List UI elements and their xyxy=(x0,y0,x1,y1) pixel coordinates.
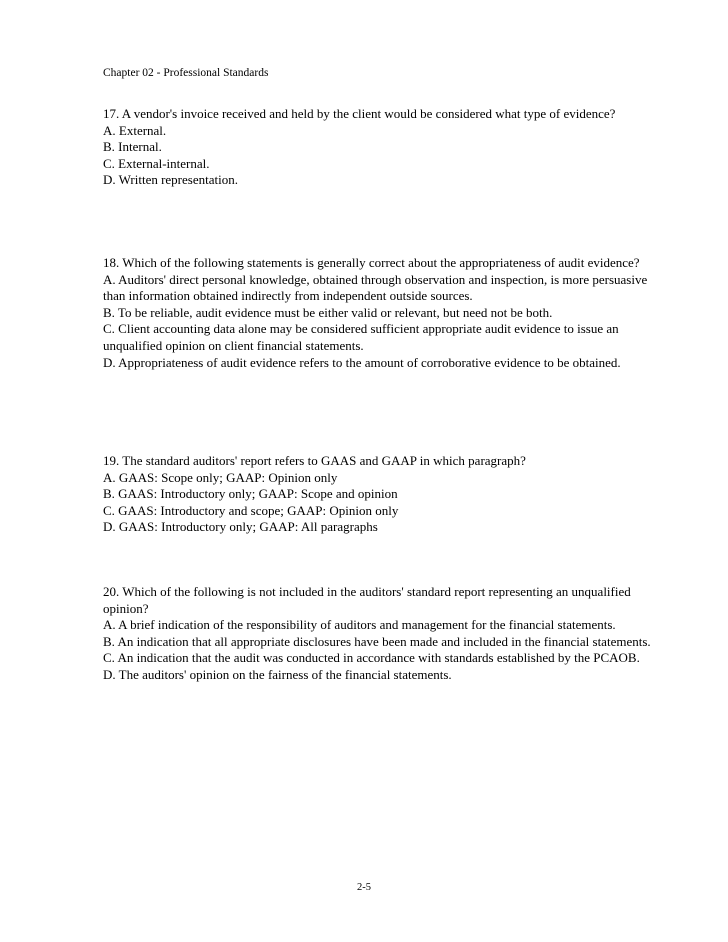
page-number: 2-5 xyxy=(357,882,371,893)
answer-option-d: D. Written representation. xyxy=(103,172,238,188)
answer-option-a: A. GAAS: Scope only; GAAP: Opinion only xyxy=(103,469,338,485)
question-stem: 20. Which of the following is not included in the auditors' standard report representing an unqualified opinion? xyxy=(103,584,631,616)
answer-option-b: B. To be reliable, audit evidence must be either valid or relevant, but need not be both. xyxy=(103,304,553,320)
answer-option-d: D. The auditors' opinion on the fairness of the financial statements. xyxy=(103,666,452,682)
answer-option-d: D. GAAS: Introductory only; GAAP: All paragraphs xyxy=(103,519,378,535)
answer-option-b: B. GAAS: Introductory only; GAAP: Scope and opinion xyxy=(103,486,398,502)
answer-option-b: B. An indication that all appropriate disclosures have been made and included in the financial statements. xyxy=(103,633,651,649)
question-stem: 18. Which of the following statements is generally correct about the appropriateness of audit evidence? xyxy=(103,255,640,270)
question-18 xyxy=(103,255,663,371)
answer-option-c: C. External-internal. xyxy=(103,155,210,171)
question-stem: 19. The standard auditors' report refers to GAAS and GAAP in which paragraph? xyxy=(103,453,526,468)
question-17 xyxy=(103,106,663,189)
answer-option-a: A. Auditors' direct personal knowledge, obtained through observation and inspection, is more persuasive than information obtained indirectly from independent outside sources. xyxy=(103,271,648,304)
answer-option-d: D. Appropriateness of audit evidence refers to the amount of corroborative evidence to be obtained. xyxy=(103,354,621,370)
answer-option-a: A. External. xyxy=(103,122,167,138)
answer-option-a: A. A brief indication of the responsibility of auditors and management for the financial statements. xyxy=(103,617,616,633)
answer-option-c: C. Client accounting data alone may be considered sufficient appropriate audit evidence to issue an unqualified opinion on client financial statements. xyxy=(103,321,619,353)
question-20 xyxy=(103,584,663,684)
question-19 xyxy=(103,453,663,536)
question-stem: 17. A vendor's invoice received and held by the client would be considered what type of evidence? xyxy=(103,106,616,121)
answer-option-c: C. GAAS: Introductory and scope; GAAP: Opinion only xyxy=(103,502,399,518)
page-header: Chapter 02 - Professional Standards xyxy=(103,67,269,79)
answer-option-c: C. An indication that the audit was conducted in accordance with standards established by the PCAOB. xyxy=(103,650,640,666)
answer-option-b: B. Internal. xyxy=(103,139,162,155)
